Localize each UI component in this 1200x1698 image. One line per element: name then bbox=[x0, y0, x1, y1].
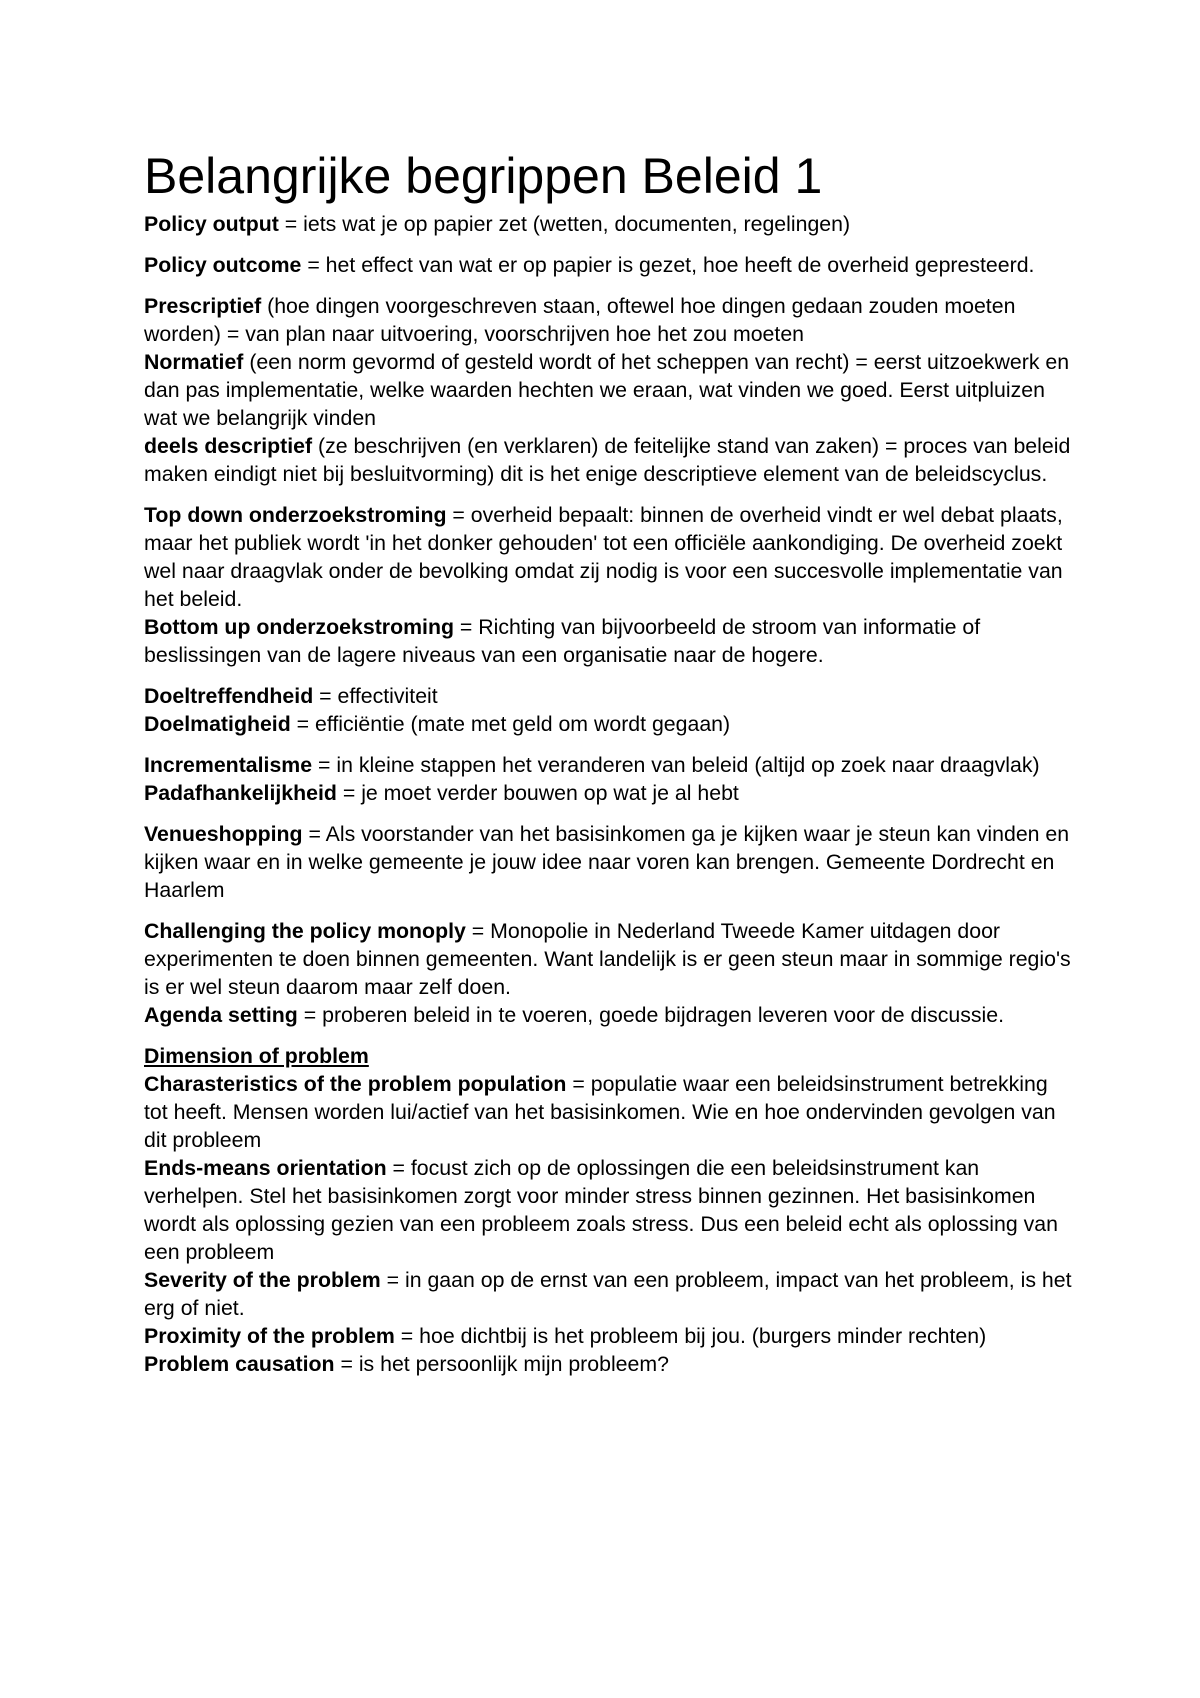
term-definition: = iets wat je op papier zet (wetten, documenten, regelingen) bbox=[278, 212, 851, 236]
entry-proximity bbox=[144, 1322, 1074, 1350]
term-definition: = Richting van bijvoorbeeld de stroom van informatie of beslissingen van de lagere niveaus van een organisatie naar de hogere. bbox=[144, 615, 981, 667]
entry-venueshopping bbox=[144, 820, 1074, 904]
entry-normatief bbox=[144, 348, 1074, 432]
term-label: Prescriptief bbox=[144, 294, 262, 318]
term-definition: = proberen beleid in te voeren, goede bijdragen leveren voor de discussie. bbox=[297, 1003, 1005, 1027]
term-label: Padafhankelijkheid bbox=[144, 781, 337, 805]
term-definition: (een norm gevormd of gesteld wordt of het scheppen van recht) = eerst uitzoekwerk en dan pas implementatie, welke waarden hechten we eraan, wat vinden we goed. Eerst uitpluizen wat we belangrijk vinden bbox=[144, 350, 1070, 430]
entry-severity bbox=[144, 1266, 1074, 1322]
section-heading bbox=[144, 1042, 1074, 1070]
term-label: Doeltreffendheid bbox=[144, 684, 314, 708]
term-definition: = Monopolie in Nederland Tweede Kamer uitdagen door experimenten te doen binnen gemeenten. Want landelijk is er geen steun maar in sommige regio's is er wel steun daarom maar zelf doen. bbox=[144, 919, 1071, 999]
term-definition: = focust zich op de oplossingen die een beleidsinstrument kan verhelpen. Stel het basisinkomen zorgt voor minder stress binnen gezinnen. Het basisinkomen wordt als oplossing gezien van een probleem zoals stress. Dus een beleid echt als oplossing van een probleem bbox=[144, 1156, 1058, 1264]
entry-problem-causation bbox=[144, 1350, 1074, 1378]
entry-bottom-up bbox=[144, 613, 1074, 669]
term-label: Incrementalisme bbox=[144, 753, 313, 777]
entry-problem-population bbox=[144, 1070, 1074, 1154]
term-label: Charasteristics of the problem population bbox=[144, 1072, 567, 1096]
term-label: Bottom up onderzoekstroming bbox=[144, 615, 454, 639]
entry-policy-output bbox=[144, 210, 1074, 238]
term-label: Venueshopping bbox=[144, 822, 303, 846]
entry-top-down bbox=[144, 501, 1074, 613]
term-label: Normatief bbox=[144, 350, 244, 374]
term-label: Agenda setting bbox=[144, 1003, 298, 1027]
term-label: Top down onderzoekstroming bbox=[144, 503, 447, 527]
term-definition: (ze beschrijven (en verklaren) de feitelijke stand van zaken) = proces van beleid maken eindigt niet bij besluitvorming) dit is het enige descriptieve element van de beleidscyclus. bbox=[144, 434, 1071, 486]
term-definition: = effectiviteit bbox=[313, 684, 438, 708]
entry-incrementalisme bbox=[144, 751, 1074, 779]
entry-policy-outcome bbox=[144, 251, 1074, 279]
term-definition: = overheid bepaalt: binnen de overheid vindt er wel debat plaats, maar het publiek wordt 'in het donker gehouden' tot een officiële aankondiging. De overheid zoekt wel naar draagvlak onder de bevolking omdat zij nodig is voor een succesvolle implementatie van het beleid. bbox=[144, 503, 1063, 611]
term-definition: = populatie waar een beleidsinstrument betrekking tot heeft. Mensen worden lui/actief van het basisinkomen. Wie en hoe ondervinden gevolgen van dit probleem bbox=[144, 1072, 1056, 1152]
term-definition: = Als voorstander van het basisinkomen ga je kijken waar je steun kan vinden en kijken waar en in welke gemeente je jouw idee naar voren kan brengen. Gemeente Dordrecht en Haarlem bbox=[144, 822, 1070, 902]
term-definition: = efficiëntie (mate met geld om wordt gegaan) bbox=[290, 712, 731, 736]
term-definition: (hoe dingen voorgeschreven staan, oftewel hoe dingen gedaan zouden moeten worden) = van plan naar uitvoering, voorschrijven hoe het zou moeten bbox=[144, 294, 1016, 346]
term-definition: = het effect van wat er op papier is gezet, hoe heeft de overheid gepresteerd. bbox=[301, 253, 1035, 277]
term-label: Policy output bbox=[144, 212, 279, 236]
document-title: Belangrijke begrippen Beleid 1 bbox=[144, 148, 823, 204]
term-definition: = in kleine stappen het veranderen van beleid (altijd op zoek naar draagvlak) bbox=[312, 753, 1040, 777]
term-label: Severity of the problem bbox=[144, 1268, 381, 1292]
term-label: Problem causation bbox=[144, 1352, 335, 1376]
term-definition: = in gaan op de ernst van een probleem, impact van het probleem, is het erg of niet. bbox=[144, 1268, 1072, 1320]
term-label: Proximity of the problem bbox=[144, 1324, 395, 1348]
entry-padafhankelijkheid bbox=[144, 779, 1074, 807]
term-label: Policy outcome bbox=[144, 253, 302, 277]
term-label: Ends-means orientation bbox=[144, 1156, 387, 1180]
entry-prescriptief bbox=[144, 292, 1074, 348]
term-definition: = is het persoonlijk mijn probleem? bbox=[334, 1352, 669, 1376]
section-heading-label: Dimension of problem bbox=[144, 1044, 369, 1068]
term-definition: = hoe dichtbij is het probleem bij jou. (burgers minder rechten) bbox=[394, 1324, 987, 1348]
entry-deels-descriptief bbox=[144, 432, 1074, 488]
entry-doelmatigheid bbox=[144, 710, 1074, 738]
entry-doeltreffendheid bbox=[144, 682, 1074, 710]
entry-agenda-setting bbox=[144, 1001, 1074, 1029]
term-definition: = je moet verder bouwen op wat je al hebt bbox=[336, 781, 739, 805]
term-label: deels descriptief bbox=[144, 434, 313, 458]
term-label: Doelmatigheid bbox=[144, 712, 291, 736]
document-page bbox=[144, 146, 1074, 1378]
entry-challenging-monopoly bbox=[144, 917, 1074, 1001]
entry-ends-means bbox=[144, 1154, 1074, 1266]
term-label: Challenging the policy monoply bbox=[144, 919, 466, 943]
